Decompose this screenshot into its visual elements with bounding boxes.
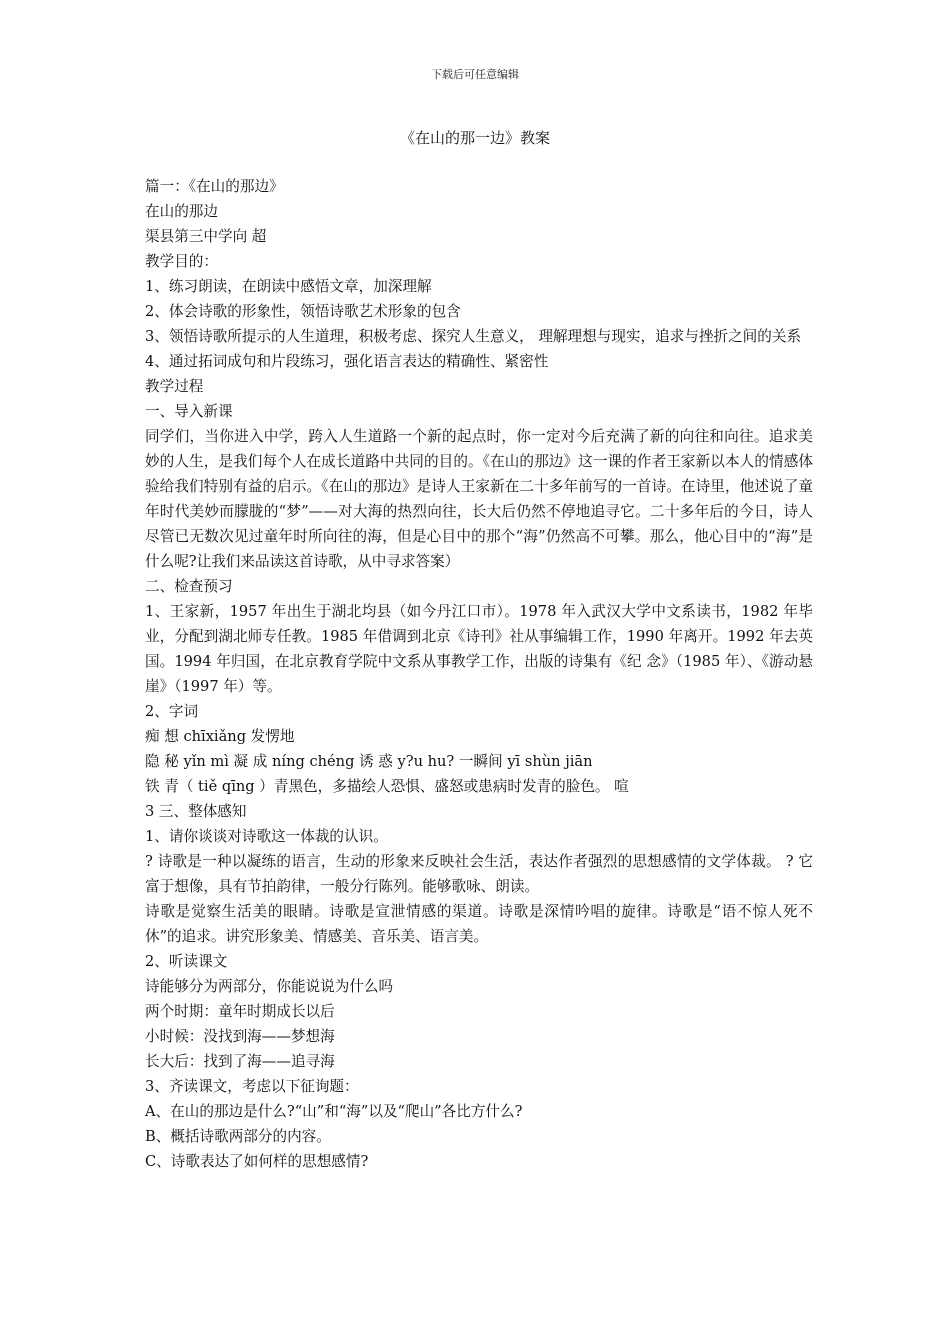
section-heading-part1: 篇一：《在山的那边》: [145, 178, 284, 195]
document-title: 《在山的那一边》教案: [399, 129, 550, 147]
reading-heading: 3、齐读课文，考虑以下征询题：: [145, 1078, 359, 1095]
genre-definition-paragraph: ? 诗歌是一种以凝练的语言，生动的形象来反映社会生活，表达作者强烈的思想感情的文学体裁。 ? 它富于想像，具有节拍韵律，一般分行陈列。能够歌咏、朗读。: [145, 853, 813, 895]
vocab-line-3: 铁 青（ tiě qīng ）青黑色，多描绘人恐惧、盛怒或患病时发青的脸色。 喧: [145, 778, 629, 795]
vocab-line-2: 隐 秘 yǐn mì 凝 成 níng chéng 诱 惑 y?u hu? 一瞬间 yī shùn jiān: [145, 753, 593, 770]
page-header: 下载后可任意编辑: [431, 68, 519, 81]
question-c: C、诗歌表达了如何样的思想感情?: [145, 1153, 369, 1170]
listening-question: 诗能够分为两部分，你能说说为什么吗: [145, 978, 394, 995]
step-3-heading: 3 三、整体感知: [145, 803, 247, 820]
document-body: [145, 174, 813, 1174]
question-a: A、在山的那边是什么?“山”和“海”以及“爬山”各比方什么?: [145, 1103, 523, 1120]
poem-title: 在山的那边: [145, 203, 218, 220]
teaching-goals-heading: 教学目的：: [145, 253, 218, 270]
listening-heading: 2、听读课文: [145, 953, 228, 970]
question-b: B、概括诗歌两部分的内容。: [145, 1128, 331, 1145]
vocab-line-1: 痴 想 chīxiǎng 发愣地: [145, 728, 295, 745]
step-2-heading: 二、检查预习: [145, 578, 233, 595]
goal-item-3: 3、领悟诗歌所提示的人生道理，积极考虑、探究人生意义， 理解理想与现实，追求与挫折之间的关系: [145, 328, 802, 345]
goal-item-1: 1、练习朗读，在朗读中感悟文章，加深理解: [145, 278, 432, 295]
intro-paragraph: 同学们，当你进入中学，跨入人生道路一个新的起点时，你一定对今后充满了新的向往和向往。追求美妙的人生，是我们每个人在成长道路中共同的目的。《在山的那边》这一课的作者王家新以本人的情感体验给我们特别有益的启示。《在山的那边》是诗人王家新在二十多年前写的一首诗。在诗里，他述说了童年时代美妙而朦胧的“梦”——对大海的热烈向往，长大后仍然不停地追寻它。二十多年后的今日，诗人尽管已无数次见过童年时所向往的海，但是心目中的那个“海”仍然高不可攀。那么，他心目中的“海”是什么呢?让我们来品读这首诗歌，从中寻求答案）: [145, 428, 813, 570]
childhood-line: 小时候：没找到海——梦想海: [145, 1028, 335, 1045]
author-line: 渠县第三中学向 超: [145, 228, 267, 245]
author-bio-paragraph: 1、王家新，1957 年出生于湖北均县（如今丹江口市）。1978 年入武汉大学中文系读书，1982 年毕业，分配到湖北师专任教。1985 年借调到北京《诗刊》社从事编辑工作，1990 年离开。1992 年去英国。1994 年归国，在北京教育学院中文系从事教学工作，出版的诗集有《纪 念》（1985 年）、《游动悬崖》（1997 年）等。: [145, 603, 813, 695]
process-heading: 教学过程: [145, 378, 204, 395]
adulthood-line: 长大后：找到了海——追寻海: [145, 1053, 335, 1070]
goal-item-2: 2、体会诗歌的形象性，领悟诗歌艺术形象的包含: [145, 303, 461, 320]
goal-item-4: 4、通过拓词成句和片段练习，强化语言表达的精确性、紧密性: [145, 353, 549, 370]
question-genre: 1、请你谈谈对诗歌这一体裁的认识。: [145, 828, 388, 845]
step-1-heading: 一、导入新课: [145, 403, 233, 420]
vocab-heading: 2、字词: [145, 703, 199, 720]
poetry-description-paragraph: 诗歌是觉察生活美的眼睛。诗歌是宣泄情感的渠道。诗歌是深情吟唱的旋律。诗歌是“语不惊人死不休”的追求。讲究形象美、情感美、音乐美、语言美。: [145, 903, 813, 945]
two-periods-line: 两个时期：童年时期成长以后: [145, 1003, 335, 1020]
